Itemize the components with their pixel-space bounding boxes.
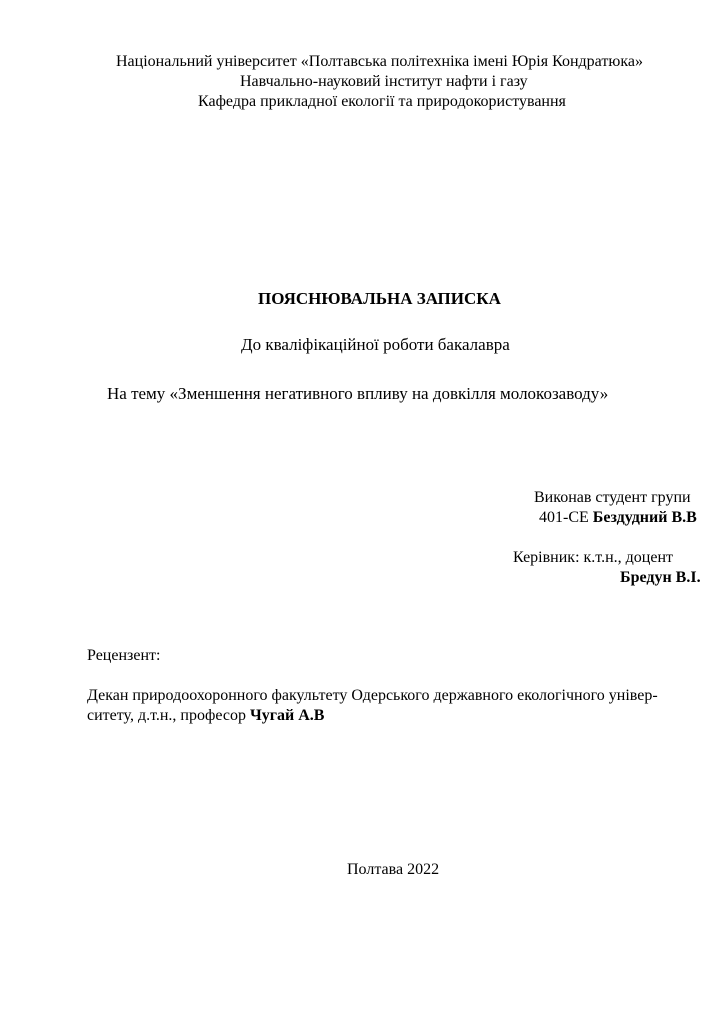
document-title: ПОЯСНЮВАЛЬНА ЗАПИСКА — [258, 289, 501, 308]
reviewer-line2 — [87, 706, 324, 726]
student-line2 — [539, 508, 697, 528]
student-name: Бездудний В.В — [592, 509, 697, 526]
city-year: Полтава 2022 — [347, 861, 440, 878]
reviewer-name: Чугай А.В — [249, 707, 325, 724]
supervisor-label: Керівник: к.т.н., доцент — [513, 549, 673, 566]
document-subtitle: До кваліфікаційної роботи бакалавра — [241, 335, 510, 354]
reviewer-label: Рецензент: — [87, 647, 161, 664]
institute-name: Навчально-науковий інститут нафти і газу — [240, 73, 528, 90]
student-line1: Виконав студент групи — [534, 489, 691, 506]
student-group: 401-СЕ — [539, 509, 589, 526]
reviewer-position: ситету, д.т.н., професор — [87, 707, 246, 724]
department-name: Кафедра прикладної екології та природокористування — [198, 93, 566, 110]
document-topic: На тему «Зменшення негативного впливу на довкілля молокозаводу» — [107, 384, 609, 403]
supervisor-name: Бредун В.І. — [620, 569, 701, 586]
reviewer-line1: Декан природоохоронного факультету Одерського державного екологічного універ- — [87, 687, 658, 704]
university-name: Національний університет «Полтавська політехніка імені Юрія Кондратюка» — [116, 53, 643, 70]
